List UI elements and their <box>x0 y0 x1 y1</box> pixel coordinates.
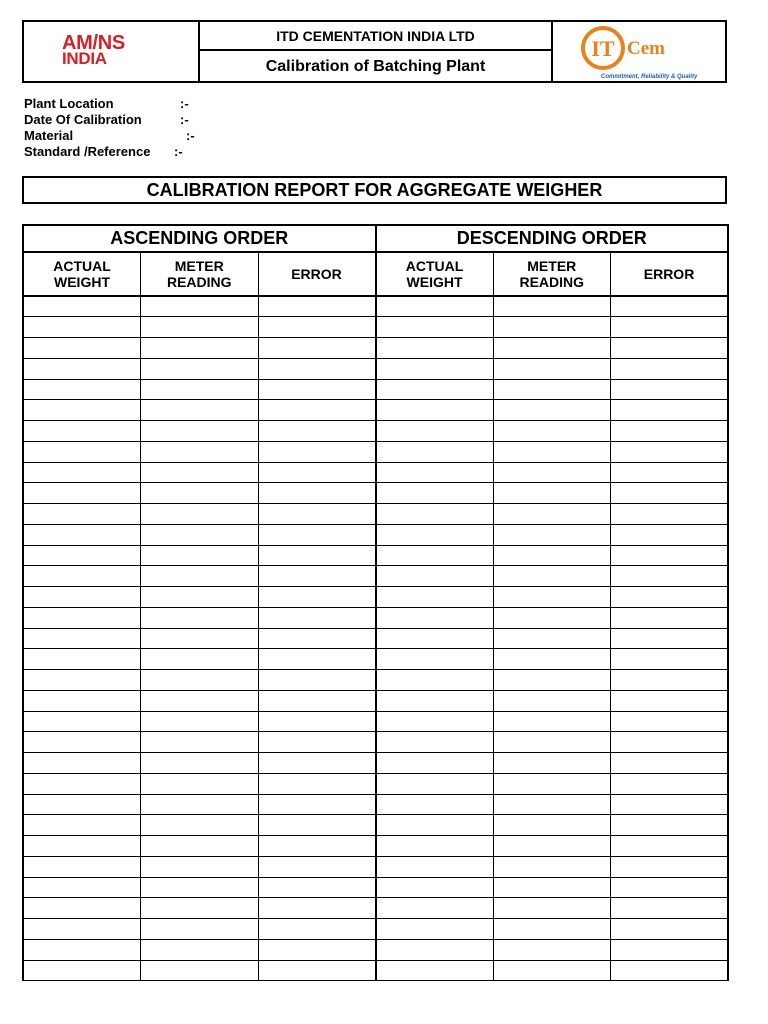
entry-cell[interactable] <box>23 815 141 836</box>
entry-cell[interactable] <box>611 670 729 691</box>
entry-cell[interactable] <box>493 794 611 815</box>
entry-cell[interactable] <box>23 649 141 670</box>
entry-cell[interactable] <box>376 773 494 794</box>
itd-cem-logo-mark: IT <box>591 36 615 61</box>
column-header-meter-reading <box>493 252 611 296</box>
table-row <box>23 711 728 732</box>
table-row <box>23 773 728 794</box>
header-line: METER <box>174 258 224 274</box>
entry-cell[interactable] <box>376 441 494 462</box>
entry-cell[interactable] <box>141 545 259 566</box>
entry-cell[interactable] <box>141 358 259 379</box>
entry-cell[interactable] <box>493 960 611 981</box>
meta-separator: :- <box>180 96 189 111</box>
entry-cell[interactable] <box>23 773 141 794</box>
entry-cell[interactable] <box>611 628 729 649</box>
entry-cell[interactable] <box>23 338 141 359</box>
entry-cell[interactable] <box>611 939 729 960</box>
table-row <box>23 462 728 483</box>
entry-cell[interactable] <box>258 628 376 649</box>
entry-cell[interactable] <box>611 504 729 525</box>
entry-cell[interactable] <box>258 483 376 504</box>
column-header-actual-weight <box>23 252 141 296</box>
entry-cell[interactable] <box>611 358 729 379</box>
table-row <box>23 338 728 359</box>
entry-cell[interactable] <box>611 483 729 504</box>
header-title-cell <box>200 22 551 81</box>
entry-cell[interactable] <box>493 732 611 753</box>
entry-cell[interactable] <box>141 441 259 462</box>
entry-cell[interactable] <box>376 836 494 857</box>
entry-cell[interactable] <box>23 794 141 815</box>
entry-cell[interactable] <box>376 338 494 359</box>
entry-cell[interactable] <box>258 773 376 794</box>
entry-cell[interactable] <box>141 877 259 898</box>
entry-cell[interactable] <box>141 338 259 359</box>
entry-cell[interactable] <box>23 898 141 919</box>
entry-cell[interactable] <box>258 670 376 691</box>
entry-cell[interactable] <box>611 338 729 359</box>
ascending-order-header: ASCENDING ORDER <box>23 225 376 252</box>
table-row <box>23 566 728 587</box>
entry-cell[interactable] <box>493 628 611 649</box>
table-row <box>23 296 728 317</box>
table-row <box>23 421 728 442</box>
entry-cell[interactable] <box>23 379 141 400</box>
meta-separator: :- <box>174 144 183 159</box>
entry-cell[interactable] <box>258 898 376 919</box>
entry-cell[interactable] <box>376 524 494 545</box>
table-row <box>23 898 728 919</box>
entry-cell[interactable] <box>611 441 729 462</box>
entry-cell[interactable] <box>141 524 259 545</box>
table-row <box>23 379 728 400</box>
entry-cell[interactable] <box>141 815 259 836</box>
entry-cell[interactable] <box>493 919 611 940</box>
entry-cell[interactable] <box>141 960 259 981</box>
entry-cell[interactable] <box>376 628 494 649</box>
report-title: CALIBRATION REPORT FOR AGGREGATE WEIGHER <box>22 176 727 204</box>
header-line: ERROR <box>291 266 342 282</box>
entry-cell[interactable] <box>376 566 494 587</box>
entry-cell[interactable] <box>258 566 376 587</box>
entry-cell[interactable] <box>258 877 376 898</box>
entry-cell[interactable] <box>611 462 729 483</box>
entry-cell[interactable] <box>611 753 729 774</box>
document-header <box>22 20 727 83</box>
entry-cell[interactable] <box>493 711 611 732</box>
entry-cell[interactable] <box>258 379 376 400</box>
entry-cell[interactable] <box>611 960 729 981</box>
entry-cell[interactable] <box>493 877 611 898</box>
entry-cell[interactable] <box>258 753 376 774</box>
entry-cell[interactable] <box>376 379 494 400</box>
entry-cell[interactable] <box>611 690 729 711</box>
itd-cem-tagline: Commitment, Reliability & Quality <box>601 74 698 80</box>
table-row <box>23 856 728 877</box>
entry-cell[interactable] <box>141 504 259 525</box>
entry-cell[interactable] <box>23 545 141 566</box>
header-line: ACTUAL <box>53 258 111 274</box>
entry-cell[interactable] <box>258 815 376 836</box>
entry-cell[interactable] <box>376 939 494 960</box>
table-row <box>23 960 728 981</box>
entry-cell[interactable] <box>493 504 611 525</box>
entry-cell[interactable] <box>258 524 376 545</box>
entry-cell[interactable] <box>493 483 611 504</box>
entry-cell[interactable] <box>493 400 611 421</box>
table-row <box>23 670 728 691</box>
entry-cell[interactable] <box>23 877 141 898</box>
table-row <box>23 794 728 815</box>
entry-cell[interactable] <box>141 607 259 628</box>
table-row <box>23 877 728 898</box>
entry-cell[interactable] <box>141 649 259 670</box>
entry-cell[interactable] <box>258 317 376 338</box>
entry-cell[interactable] <box>493 670 611 691</box>
entry-cell[interactable] <box>141 483 259 504</box>
entry-cell[interactable] <box>258 690 376 711</box>
entry-cell[interactable] <box>376 732 494 753</box>
entry-cell[interactable] <box>258 358 376 379</box>
entry-cell[interactable] <box>141 836 259 857</box>
entry-cell[interactable] <box>493 358 611 379</box>
entry-cell[interactable] <box>376 794 494 815</box>
entry-cell[interactable] <box>141 462 259 483</box>
entry-cell[interactable] <box>141 317 259 338</box>
entry-cell[interactable] <box>23 400 141 421</box>
entry-cell[interactable] <box>141 670 259 691</box>
entry-cell[interactable] <box>141 628 259 649</box>
entry-cell[interactable] <box>376 898 494 919</box>
entry-cell[interactable] <box>376 296 494 317</box>
entry-cell[interactable] <box>611 877 729 898</box>
entry-cell[interactable] <box>493 690 611 711</box>
entry-cell[interactable] <box>258 607 376 628</box>
entry-cell[interactable] <box>23 732 141 753</box>
entry-cell[interactable] <box>493 939 611 960</box>
document-subtitle: Calibration of Batching Plant <box>265 58 486 75</box>
entry-cell[interactable] <box>376 919 494 940</box>
entry-cell[interactable] <box>376 753 494 774</box>
entry-cell[interactable] <box>23 358 141 379</box>
header-line: ERROR <box>643 266 695 282</box>
entry-cell[interactable] <box>611 794 729 815</box>
table-row <box>23 939 728 960</box>
table-row <box>23 400 728 421</box>
entry-cell[interactable] <box>376 856 494 877</box>
table-row <box>23 836 728 857</box>
entry-cell[interactable] <box>258 400 376 421</box>
entry-cell[interactable] <box>376 877 494 898</box>
entry-cell[interactable] <box>23 607 141 628</box>
entry-cell[interactable] <box>611 856 729 877</box>
entry-cell[interactable] <box>23 524 141 545</box>
entry-cell[interactable] <box>258 960 376 981</box>
entry-cell[interactable] <box>493 815 611 836</box>
entry-cell[interactable] <box>23 317 141 338</box>
entry-cell[interactable] <box>376 317 494 338</box>
entry-cell[interactable] <box>258 649 376 670</box>
entry-cell[interactable] <box>141 711 259 732</box>
entry-cell[interactable] <box>141 919 259 940</box>
entry-cell[interactable] <box>258 441 376 462</box>
amns-logo-cell <box>24 22 200 81</box>
entry-cell[interactable] <box>493 587 611 608</box>
entry-cell[interactable] <box>376 421 494 442</box>
entry-cell[interactable] <box>376 462 494 483</box>
entry-cell[interactable] <box>141 732 259 753</box>
entry-cell[interactable] <box>258 732 376 753</box>
entry-cell[interactable] <box>23 753 141 774</box>
entry-cell[interactable] <box>141 690 259 711</box>
table-row <box>23 524 728 545</box>
entry-cell[interactable] <box>493 649 611 670</box>
group-header-row <box>23 225 728 252</box>
entry-cell[interactable] <box>611 732 729 753</box>
table-row <box>23 732 728 753</box>
table-body <box>23 296 728 981</box>
entry-cell[interactable] <box>493 524 611 545</box>
entry-cell[interactable] <box>141 566 259 587</box>
entry-cell[interactable] <box>376 607 494 628</box>
entry-cell[interactable] <box>493 753 611 774</box>
meta-separator: :- <box>186 128 195 143</box>
entry-cell[interactable] <box>258 338 376 359</box>
entry-cell[interactable] <box>258 421 376 442</box>
entry-cell[interactable] <box>376 400 494 421</box>
entry-cell[interactable] <box>493 898 611 919</box>
meta-label: Material <box>24 128 74 143</box>
entry-cell[interactable] <box>611 649 729 670</box>
entry-cell[interactable] <box>376 815 494 836</box>
itd-cem-logo-cell <box>551 22 725 81</box>
entry-cell[interactable] <box>611 919 729 940</box>
entry-cell[interactable] <box>23 421 141 442</box>
entry-cell[interactable] <box>493 441 611 462</box>
entry-cell[interactable] <box>258 504 376 525</box>
entry-cell[interactable] <box>258 856 376 877</box>
itd-cem-logo-text: Cem <box>627 38 665 59</box>
calibration-table <box>22 224 729 981</box>
entry-cell[interactable] <box>376 587 494 608</box>
entry-cell[interactable] <box>493 566 611 587</box>
table-row <box>23 483 728 504</box>
table-row <box>23 358 728 379</box>
entry-cell[interactable] <box>141 753 259 774</box>
entry-cell[interactable] <box>493 836 611 857</box>
entry-cell[interactable] <box>23 587 141 608</box>
meta-label: Plant Location <box>24 96 114 111</box>
entry-cell[interactable] <box>23 566 141 587</box>
descending-order-header: DESCENDING ORDER <box>376 225 729 252</box>
entry-cell[interactable] <box>258 545 376 566</box>
header-line: ACTUAL <box>405 258 464 274</box>
table-row <box>23 628 728 649</box>
entry-cell[interactable] <box>23 504 141 525</box>
entry-cell[interactable] <box>611 773 729 794</box>
column-header-actual-weight <box>376 252 494 296</box>
header-line: READING <box>166 274 232 290</box>
entry-cell[interactable] <box>611 836 729 857</box>
column-header-error <box>611 252 729 296</box>
meta-label: Standard /Reference <box>24 144 151 159</box>
entry-cell[interactable] <box>23 483 141 504</box>
header-line: METER <box>527 258 577 274</box>
entry-cell[interactable] <box>141 898 259 919</box>
entry-cell[interactable] <box>23 296 141 317</box>
entry-cell[interactable] <box>23 670 141 691</box>
entry-cell[interactable] <box>611 379 729 400</box>
company-name: ITD CEMENTATION INDIA LTD <box>200 22 551 51</box>
entry-cell[interactable] <box>141 587 259 608</box>
entry-cell[interactable] <box>23 939 141 960</box>
table-row <box>23 649 728 670</box>
entry-cell[interactable] <box>258 711 376 732</box>
meta-separator: :- <box>180 112 189 127</box>
entry-cell[interactable] <box>376 545 494 566</box>
entry-cell[interactable] <box>141 773 259 794</box>
table-row <box>23 587 728 608</box>
entry-cell[interactable] <box>141 379 259 400</box>
entry-cell[interactable] <box>376 670 494 691</box>
entry-cell[interactable] <box>141 856 259 877</box>
entry-cell[interactable] <box>23 441 141 462</box>
table-row <box>23 815 728 836</box>
entry-cell[interactable] <box>376 358 494 379</box>
entry-cell[interactable] <box>611 815 729 836</box>
table-row <box>23 504 728 525</box>
entry-cell[interactable] <box>611 296 729 317</box>
entry-cell[interactable] <box>493 317 611 338</box>
itd-cem-logo <box>553 22 727 81</box>
entry-cell[interactable] <box>258 296 376 317</box>
entry-cell[interactable] <box>23 960 141 981</box>
column-header-row <box>23 252 728 296</box>
amns-logo-line2: INDIA <box>62 49 107 68</box>
entry-cell[interactable] <box>376 711 494 732</box>
entry-cell[interactable] <box>23 836 141 857</box>
entry-cell[interactable] <box>141 794 259 815</box>
entry-cell[interactable] <box>376 960 494 981</box>
entry-cell[interactable] <box>376 483 494 504</box>
entry-cell[interactable] <box>258 919 376 940</box>
table-row <box>23 317 728 338</box>
entry-cell[interactable] <box>376 690 494 711</box>
column-header-meter-reading <box>141 252 259 296</box>
entry-cell[interactable] <box>611 711 729 732</box>
entry-cell[interactable] <box>611 607 729 628</box>
entry-cell[interactable] <box>376 649 494 670</box>
header-line: READING <box>519 274 585 290</box>
entry-cell[interactable] <box>611 545 729 566</box>
entry-cell[interactable] <box>258 794 376 815</box>
entry-cell[interactable] <box>258 939 376 960</box>
entry-cell[interactable] <box>611 587 729 608</box>
entry-cell[interactable] <box>141 296 259 317</box>
entry-cell[interactable] <box>376 504 494 525</box>
entry-cell[interactable] <box>493 462 611 483</box>
entry-cell[interactable] <box>141 400 259 421</box>
entry-cell[interactable] <box>23 856 141 877</box>
table-row <box>23 607 728 628</box>
column-header-error <box>258 252 376 296</box>
table-row <box>23 545 728 566</box>
table-row <box>23 441 728 462</box>
entry-cell[interactable] <box>611 421 729 442</box>
entry-cell[interactable] <box>23 690 141 711</box>
entry-cell[interactable] <box>493 607 611 628</box>
entry-cell[interactable] <box>258 587 376 608</box>
table-row <box>23 690 728 711</box>
entry-cell[interactable] <box>23 628 141 649</box>
entry-cell[interactable] <box>23 919 141 940</box>
entry-cell[interactable] <box>23 711 141 732</box>
entry-cell[interactable] <box>493 338 611 359</box>
entry-cell[interactable] <box>258 462 376 483</box>
entry-cell[interactable] <box>258 836 376 857</box>
entry-cell[interactable] <box>493 379 611 400</box>
entry-cell[interactable] <box>611 898 729 919</box>
entry-cell[interactable] <box>493 421 611 442</box>
entry-cell[interactable] <box>493 856 611 877</box>
entry-cell[interactable] <box>141 421 259 442</box>
table-row <box>23 753 728 774</box>
entry-cell[interactable] <box>493 296 611 317</box>
header-line: WEIGHT <box>406 274 463 290</box>
entry-cell[interactable] <box>611 400 729 421</box>
entry-cell[interactable] <box>23 462 141 483</box>
meta-label: Date Of Calibration <box>24 112 142 127</box>
amns-india-logo <box>62 32 125 68</box>
header-line: WEIGHT <box>54 274 110 290</box>
entry-cell[interactable] <box>611 524 729 545</box>
entry-cell[interactable] <box>141 939 259 960</box>
entry-cell[interactable] <box>611 566 729 587</box>
amns-logo-line1: AM/NS <box>62 32 125 54</box>
entry-cell[interactable] <box>493 773 611 794</box>
entry-cell[interactable] <box>493 545 611 566</box>
table-row <box>23 919 728 940</box>
entry-cell[interactable] <box>611 317 729 338</box>
